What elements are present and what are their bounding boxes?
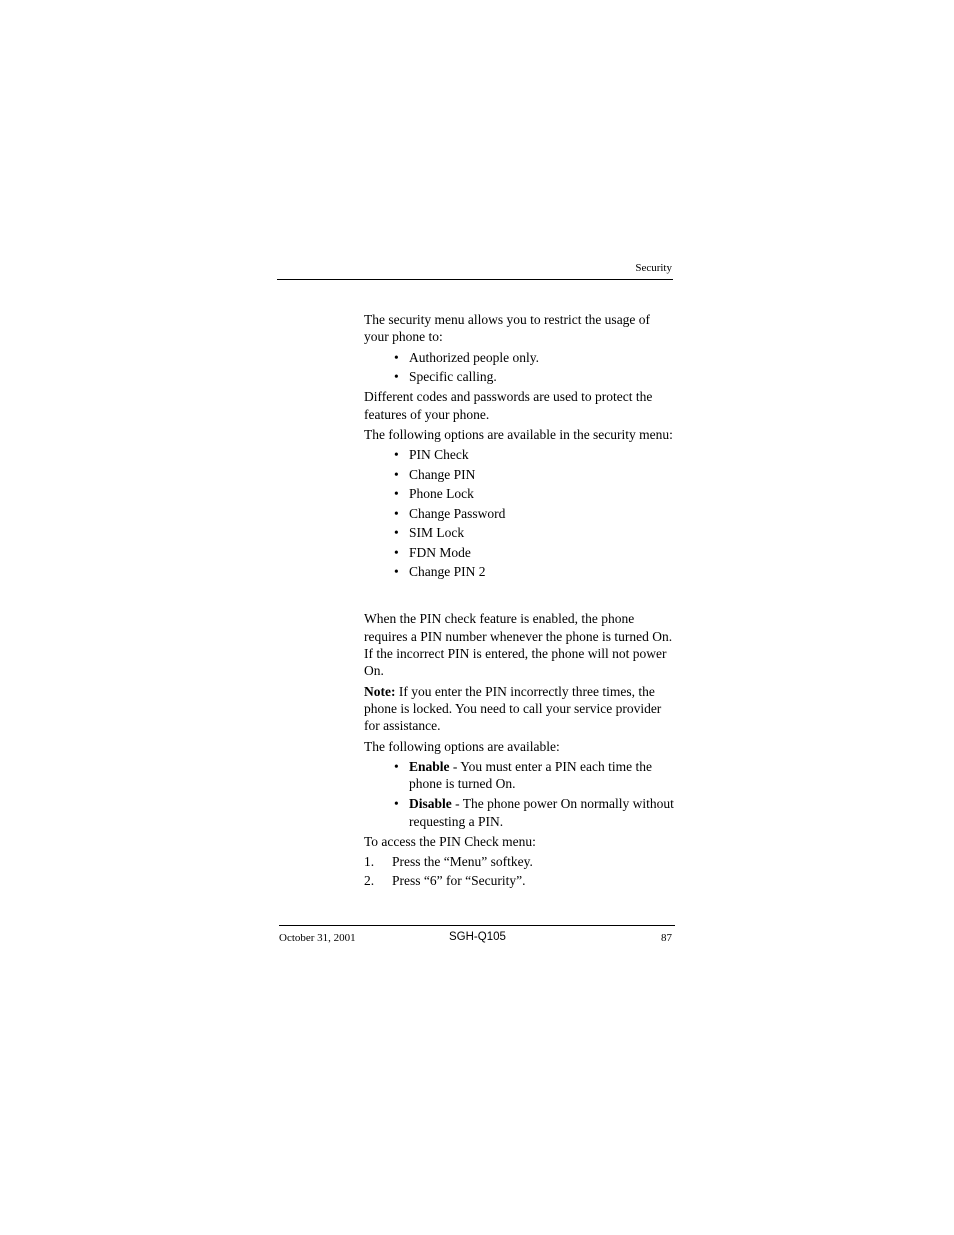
list-item: [364, 795, 674, 830]
bullet-icon: •: [394, 486, 399, 502]
section-gap: [364, 583, 674, 610]
list-item: • Change PIN 2: [394, 564, 486, 580]
note-label: Note:: [364, 683, 396, 699]
step-number: 2.: [364, 872, 375, 888]
steps-list: [364, 853, 674, 889]
bullet-icon: •: [394, 796, 399, 812]
codes-paragraph: Different codes and passwords are used to protect the features of your phone.: [364, 389, 653, 422]
list-item: • SIM Lock: [394, 525, 465, 541]
list-item: • FDN Mode: [394, 544, 471, 560]
step-text: Press “6” for “Security”.: [392, 872, 526, 888]
disable-label: Disable: [409, 796, 452, 812]
list-item: • PIN Check: [394, 447, 469, 463]
available-options-paragraph: The following options are available:: [364, 738, 560, 754]
list-item: • Change PIN: [394, 466, 476, 482]
bullet-icon: •: [394, 564, 399, 580]
bullet-icon: •: [394, 525, 399, 541]
bullet-icon: •: [394, 349, 399, 365]
list-item: • Phone Lock: [394, 486, 474, 502]
running-header: Security: [635, 262, 672, 274]
list-item: • Specific calling.: [394, 369, 497, 385]
pin-check-paragraph: When the PIN check feature is enabled, the phone requires a PIN number whenever the phone is turned On. If the incorrect PIN is entered, the phone will not power On.: [364, 611, 673, 679]
step-item: [364, 872, 674, 889]
list-item: • Change Password: [394, 505, 506, 521]
page-number: 87: [661, 932, 672, 944]
step-number: 1.: [364, 854, 375, 870]
bullet-icon: •: [394, 544, 399, 560]
footer-model: SGH-Q105: [449, 931, 506, 943]
step-text: Press the “Menu” softkey.: [392, 854, 533, 870]
footer-date: October 31, 2001: [279, 932, 356, 944]
options-intro-paragraph: The following options are available in the security menu:: [364, 426, 673, 442]
bullet-icon: •: [394, 466, 399, 482]
header-rule: [277, 279, 673, 280]
disable-text: - The phone power On normally without requesting a PIN.: [409, 796, 674, 829]
bullet-icon: •: [394, 369, 399, 385]
bullet-icon: •: [394, 447, 399, 463]
list-item: [364, 758, 674, 793]
footer-rule: [279, 925, 675, 926]
step-item: [364, 853, 674, 870]
list-item: • Authorized people only.: [394, 349, 539, 365]
bullet-icon: •: [394, 758, 399, 774]
note-paragraph: [364, 683, 674, 735]
security-options-list: [364, 446, 674, 580]
intro-paragraph: The security menu allows you to restrict the usage of your phone to:: [364, 312, 651, 345]
usage-list: [364, 349, 674, 386]
pin-options-list: [364, 758, 674, 830]
page-content: [364, 311, 674, 890]
enable-label: Enable: [409, 758, 450, 774]
enable-text: - You must enter a PIN each time the phone is turned On.: [409, 758, 652, 792]
bullet-icon: •: [394, 505, 399, 521]
access-paragraph: To access the PIN Check menu:: [364, 834, 536, 850]
note-text: If you enter the PIN incorrectly three times, the phone is locked. You need to call your service provider for assistance.: [364, 683, 662, 734]
